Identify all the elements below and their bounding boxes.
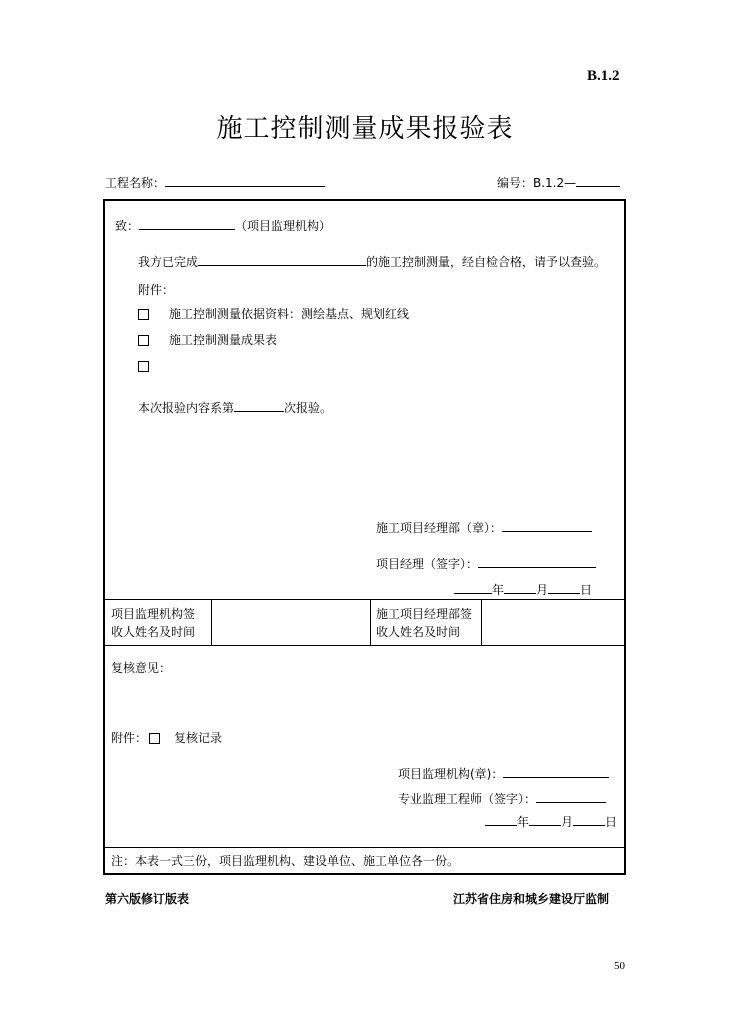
survey-name-blank[interactable] <box>198 253 366 266</box>
month-label: 月 <box>536 583 549 597</box>
review-opinion-label: 复核意见： <box>111 661 172 675</box>
submit-date-line <box>454 581 592 599</box>
day-blank[interactable] <box>573 813 605 826</box>
dept-seal-label: 施工项目经理部（章）： <box>376 521 503 535</box>
engineer-sign-label: 专业监理工程师（签字）： <box>398 792 537 806</box>
checkbox[interactable] <box>138 309 149 320</box>
report-count-blank[interactable] <box>234 399 284 412</box>
dept-seal-blank[interactable] <box>502 519 592 532</box>
contractor-sign-label-line-1: 施工项目经理部签 <box>376 607 473 621</box>
form-title: 施工控制测量成果报验表 <box>216 114 514 144</box>
day-label: 日 <box>580 583 593 597</box>
checkbox[interactable] <box>149 733 160 744</box>
review-attach-item: 复核记录 <box>174 731 223 745</box>
month-blank[interactable] <box>529 813 561 826</box>
month-label: 月 <box>561 815 574 829</box>
to-suffix: （项目监理机构） <box>235 219 332 233</box>
page-number: 50 <box>614 960 625 972</box>
year-blank[interactable] <box>485 813 517 826</box>
form-table <box>103 199 626 875</box>
review-attach-label: 附件： <box>111 731 148 745</box>
report-suffix: 次报验。 <box>284 401 333 415</box>
year-label: 年 <box>517 815 530 829</box>
divider <box>105 847 624 848</box>
divider <box>105 599 624 600</box>
contractor-sign-label-line-2: 收人姓名及时间 <box>376 625 461 639</box>
contractor-sign-field[interactable] <box>483 601 624 645</box>
form-number-label: 编号：B.1.2— <box>497 176 577 190</box>
form-number-blank[interactable] <box>576 174 620 187</box>
form-code: B.1.2 <box>587 68 620 84</box>
pm-sign-label: 项目经理（签字）： <box>376 557 479 571</box>
checkbox[interactable] <box>138 335 149 346</box>
engineer-sign-blank[interactable] <box>536 790 606 803</box>
attachment-item-1 <box>138 305 409 323</box>
year-label: 年 <box>492 583 505 597</box>
month-blank[interactable] <box>504 581 536 594</box>
to-label: 致： <box>115 219 140 233</box>
report-count-line <box>138 399 332 417</box>
attachment-label-1: 施工控制测量依据资料：测绘基点、规划红线 <box>169 307 410 321</box>
review-attachment-line <box>111 729 222 747</box>
statement-line <box>138 253 606 271</box>
review-org-line <box>398 765 609 783</box>
checkbox[interactable] <box>138 361 149 372</box>
attachment-label-2: 施工控制测量成果表 <box>169 333 278 347</box>
review-org-label: 项目监理机构(章)： <box>398 767 504 781</box>
form-note: 注：本表一式三份，项目监理机构、建设单位、施工单位各一份。 <box>111 854 460 868</box>
pm-sign-line <box>376 555 596 573</box>
statement-suffix: 的施工控制测量，经自检合格，请予以查验。 <box>366 255 607 269</box>
statement-prefix: 我方已完成 <box>138 255 199 269</box>
attachment-item-2 <box>138 331 277 349</box>
project-name-field <box>105 174 325 191</box>
form-number-field <box>497 174 620 191</box>
engineer-sign-line <box>398 790 606 808</box>
supervision-sign-field[interactable] <box>213 601 369 645</box>
footer-edition: 第六版修订版表 <box>105 892 190 906</box>
divider <box>370 599 371 645</box>
supervision-sign-label <box>111 605 195 641</box>
attachments-label: 附件： <box>138 283 175 297</box>
supervision-sign-label-line-2: 收人姓名及时间 <box>111 625 196 639</box>
recipient-blank[interactable] <box>139 217 235 230</box>
project-name-label: 工程名称： <box>105 176 166 190</box>
dept-seal-line <box>376 519 592 537</box>
review-org-blank[interactable] <box>503 765 609 778</box>
day-label: 日 <box>605 815 618 829</box>
day-blank[interactable] <box>548 581 580 594</box>
pm-sign-blank[interactable] <box>478 555 596 568</box>
attachment-item-3 <box>138 357 169 375</box>
review-date-line <box>485 813 617 831</box>
divider <box>481 599 482 645</box>
contractor-sign-label <box>376 605 472 641</box>
divider <box>211 599 212 645</box>
report-prefix: 本次报验内容系第 <box>138 401 235 415</box>
divider <box>105 645 624 646</box>
footer-issuer: 江苏省住房和城乡建设厅监制 <box>453 892 610 906</box>
project-name-blank[interactable] <box>165 174 325 187</box>
supervision-sign-label-line-1: 项目监理机构签 <box>111 607 196 621</box>
recipient-line <box>115 217 331 235</box>
year-blank[interactable] <box>454 581 492 594</box>
